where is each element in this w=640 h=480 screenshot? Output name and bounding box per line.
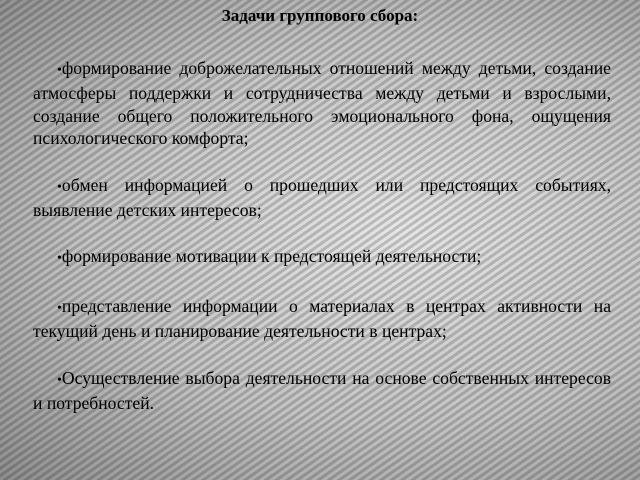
- list-item-text: представление информации о материалах в центрах активности на текущий день и планирование деятельности в центрах;: [33, 295, 611, 342]
- list-item: [33, 367, 611, 415]
- list-item: [33, 57, 611, 150]
- list-item-text: формирование мотивации к предстоящей деятельности;: [61, 246, 482, 267]
- list-item-text: обмен информацией о прошедших или предстоящих событиях, выявление детских интересов;: [33, 174, 611, 221]
- bullet-icon: •: [57, 300, 62, 316]
- bullet-icon: •: [57, 63, 62, 78]
- list-item-text: формирование доброжелательных отношений между детьми, создание атмосферы поддержки и сотрудничества между детьми и взрослыми, создание общего положительного эмоционального фона, ощущения психологического комфорта;: [33, 58, 611, 149]
- bullet-icon: •: [57, 251, 62, 267]
- list-item-text: Осуществление выбора деятельности на основе собственных интересов и потребностей.: [33, 367, 611, 414]
- list-item: [33, 245, 611, 270]
- bullet-icon: •: [57, 179, 62, 195]
- task-list: [33, 57, 611, 438]
- list-item: [33, 295, 611, 343]
- slide-title: Задачи группового сбора:: [221, 6, 419, 25]
- bullet-icon: •: [57, 372, 62, 388]
- list-item: [33, 174, 611, 222]
